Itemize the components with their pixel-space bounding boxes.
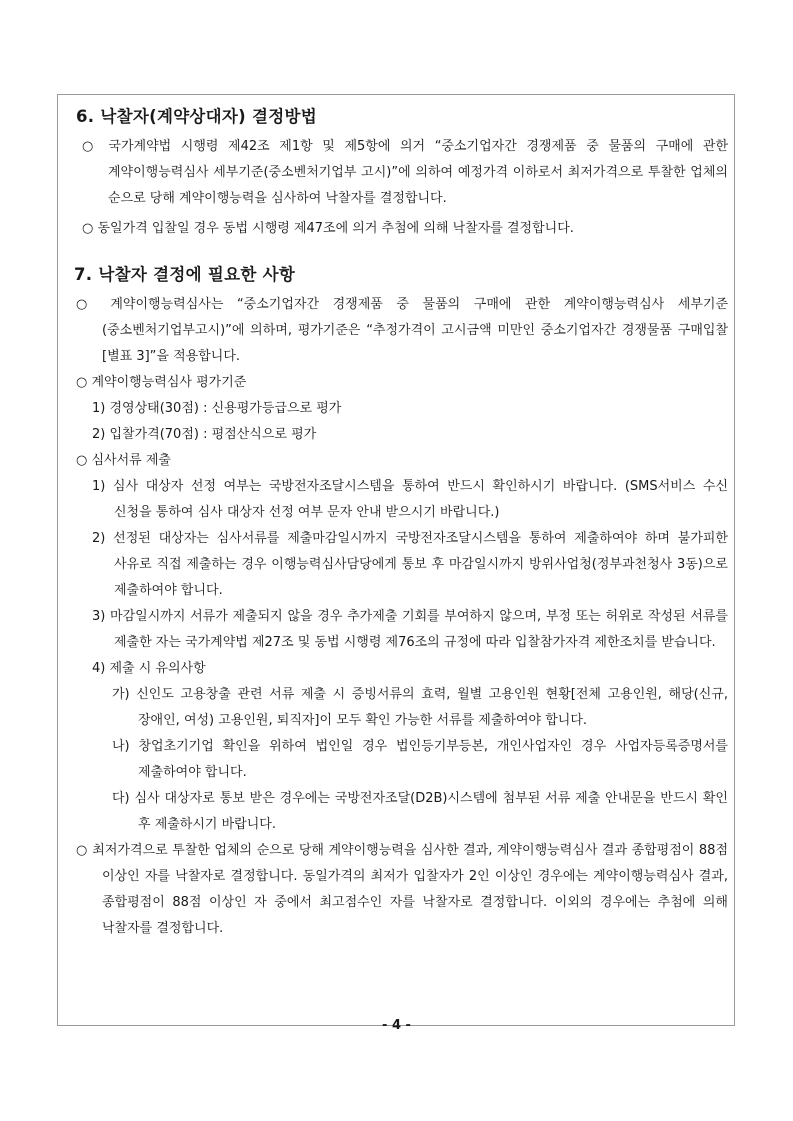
caution-item: 다) 심사 대상자로 통보 받은 경우에는 국방전자조달(D2B)시스템에 첨부된 서류 제출 안내문을 반드시 확인 후 제출하시기 바랍니다.	[112, 791, 728, 832]
caution-item: 나) 창업초기기업 확인을 위하여 법인일 경우 법인등기부등본, 개인사업자인 경우 사업자등록증명서를 제출하여야 합니다.	[112, 739, 728, 780]
section-7-bullet: ○ 심사서류 제출	[76, 453, 171, 468]
criteria-item: 1) 경영상태(30점) : 신용평가등급으로 평가	[92, 401, 342, 416]
criteria-item: 2) 입찰가격(70점) : 평점산식으로 평가	[92, 427, 317, 442]
submission-item: 2) 선정된 대상자는 심사서류를 제출마감일시까지 국방전자조달시스템을 통하여 제출하여야 하며 불가피한 사유로 직접 제출하는 경우 이행능력심사담당에게 통보 후 마감일시까지 방위사업청(정부과천청사 3동)으로 제출하여야 합니다.	[92, 531, 728, 598]
document-body	[66, 104, 728, 942]
section-7-bullet: ○ 계약이행능력심사 평가기준	[76, 375, 247, 390]
section-7-bullet: ○ 최저가격으로 투찰한 업체의 순으로 당해 계약이행능력을 심사한 결과, 계약이행능력심사 결과 종합평점이 88점 이상인 자를 낙찰자로 결정합니다. 동일가격의 최저가 입찰자가 2인 이상인 경우에는 계약이행능력심사 결과, 종합평점이 88점 이상인 자 중에서 최고점수인 자를 낙찰자로 결정합니다. 이외의 경우에는 추첨에 의해 낙찰자를 결정합니다.	[76, 843, 728, 936]
submission-item: 4) 제출 시 유의사항	[92, 661, 206, 676]
submission-item: 3) 마감일시까지 서류가 제출되지 않을 경우 추가제출 기회를 부여하지 않으며, 부정 또는 허위로 작성된 서류를 제출한 자는 국가계약법 제27조 및 동법 시행령 제76조의 규정에 따라 입찰참가자격 제한조치를 받습니다.	[92, 609, 728, 650]
section-6-bullet: ○ 국가계약법 시행령 제42조 제1항 및 제5항에 의거 “중소기업자간 경쟁제품 중 물품의 구매에 관한 계약이행능력심사 세부기준(중소벤처기업부 고시)”에 의하여 예정가격 이하로서 최저가격으로 투찰한 업체의 순으로 당해 계약이행능력을 심사하여 낙찰자를 결정합니다.	[82, 139, 728, 206]
submission-item: 1) 심사 대상자 선정 여부는 국방전자조달시스템을 통하여 반드시 확인하시기 바랍니다. (SMS서비스 수신 신청을 통하여 심사 대상자 선정 여부 문자 안내 받으시기 바랍니다.)	[92, 479, 728, 520]
caution-item: 가) 신인도 고용창출 관련 서류 제출 시 증빙서류의 효력, 월별 고용인원 현황[전체 고용인원, 해당(신규, 장애인, 여성) 고용인원, 퇴직자]이 모두 확인 가능한 서류를 제출하여야 합니다.	[112, 687, 728, 728]
section-7-bullet: ○ 계약이행능력심사는 “중소기업자간 경쟁제품 중 물품의 구매에 관한 계약이행능력심사 세부기준(중소벤처기업부고시)”에 의하며, 평가기준은 “추정가격이 고시금액 미만인 중소기업자간 경쟁물품 구매입찰 [별표 3]”을 적용합니다.	[76, 297, 728, 364]
section-6-bullet: ○ 동일가격 입찰일 경우 동법 시행령 제47조에 의거 추첨에 의해 낙찰자를 결정합니다.	[82, 221, 574, 236]
page-number: - 4 -	[382, 1018, 411, 1033]
section-6-heading: 6. 낙찰자(계약상대자) 결정방법	[76, 107, 317, 126]
section-7-heading: 7. 낙찰자 결정에 필요한 사항	[74, 265, 296, 284]
